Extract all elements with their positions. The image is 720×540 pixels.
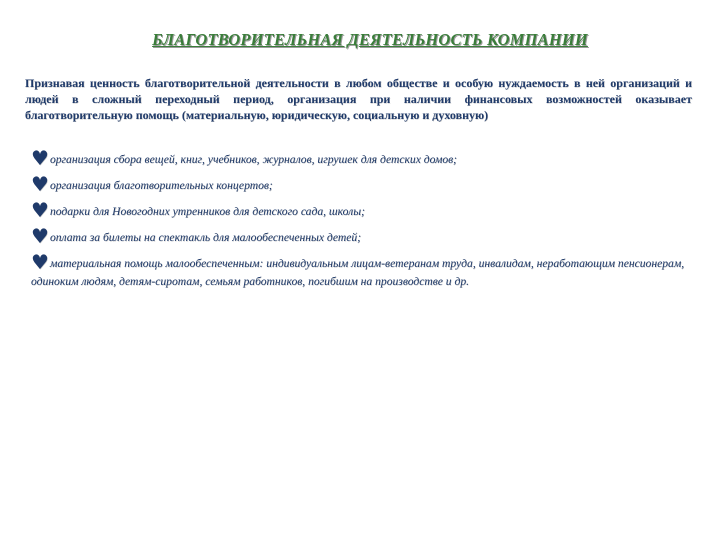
heart-icon: ♥ <box>31 172 49 196</box>
heart-icon: ♥ <box>31 198 49 222</box>
list-item-text: оплата за билеты на спектакль для малообеспеченных детей; <box>49 231 362 244</box>
list-item-text: организация благотворительных концертов; <box>49 179 273 192</box>
intro-paragraph: Признавая ценность благотворительной деятельности в любом обществе и особую нуждаемость в ней организаций и людей в сложный переходный период, организация при наличии финансовых возможностей оказывает благотворительную помощь (материальную, юридическую, социальную и духовную) <box>25 76 692 122</box>
bullet-list <box>31 146 691 298</box>
list-item <box>31 172 691 196</box>
slide-title: БЛАГОТВОРИТЕЛЬНАЯ ДЕЯТЕЛЬНОСТЬ КОМПАНИИ <box>152 30 588 49</box>
heart-icon: ♥ <box>31 146 49 170</box>
list-item <box>31 146 691 170</box>
list-item <box>31 250 691 291</box>
list-item-text: организация сбора вещей, книг, учебников, журналов, игрушек для детских домов; <box>49 153 458 166</box>
heart-icon: ♥ <box>31 224 49 248</box>
heart-icon: ♥ <box>31 250 49 274</box>
list-item <box>31 224 691 248</box>
list-item <box>31 198 691 222</box>
list-item-text: материальная помощь малообеспеченным: индивидуальным лицам-ветеранам труда, инвалидам, неработающим пенсионерам, одиноким людям, детям-сиротам, семьям работников, погибшим на производстве и др. <box>31 257 685 288</box>
list-item-text: подарки для Новогодних утренников для детского сада, школы; <box>49 205 365 218</box>
